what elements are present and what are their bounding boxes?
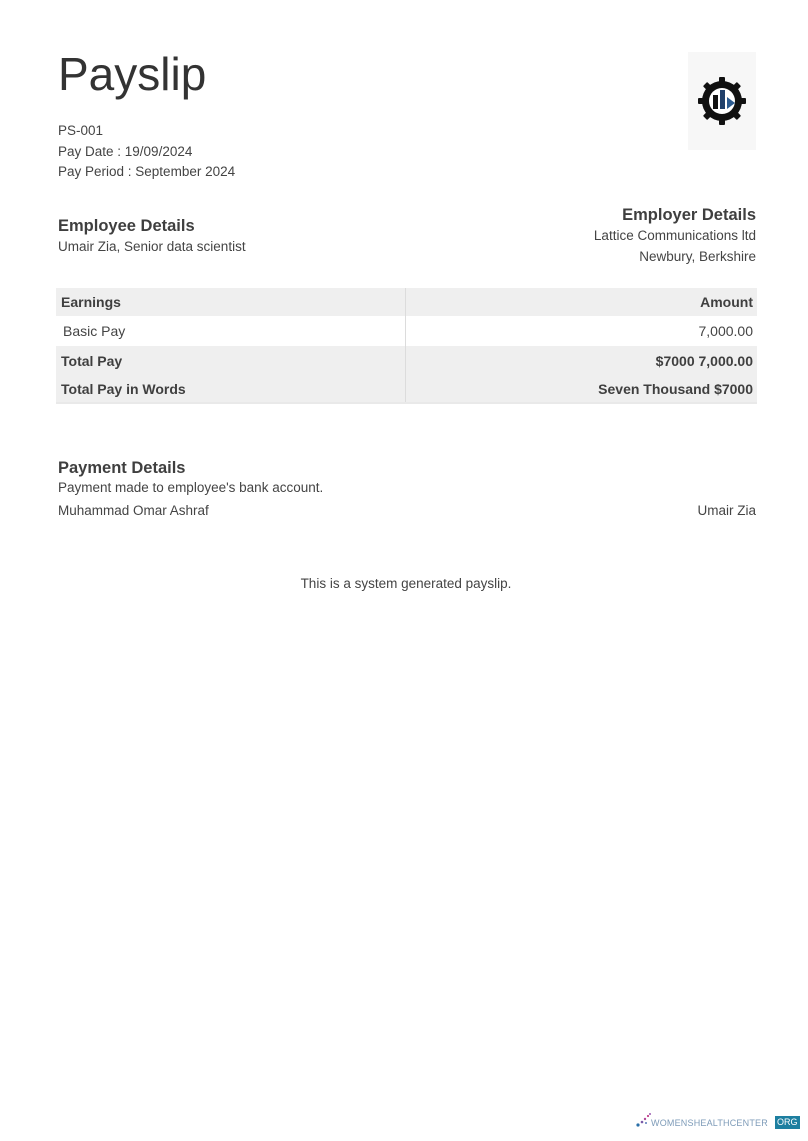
earning-label: Basic Pay bbox=[56, 316, 406, 346]
watermark bbox=[636, 1112, 800, 1132]
employee-name-role: Umair Zia, Senior data scientist bbox=[58, 239, 246, 254]
total-pay-label: Total Pay bbox=[56, 346, 406, 375]
earning-amount: 7,000.00 bbox=[698, 323, 753, 339]
watermark-tld: ORG bbox=[777, 1117, 798, 1127]
system-generated-note: This is a system generated payslip. bbox=[300, 576, 512, 591]
employer-details-heading: Employer Details bbox=[622, 206, 756, 224]
total-pay-amount: $7000 7,000.00 bbox=[655, 352, 753, 369]
payslip-title: Payslip bbox=[58, 48, 207, 100]
total-pay-row bbox=[56, 346, 757, 375]
payer-name: Muhammad Omar Ashraf bbox=[58, 503, 209, 518]
gear-chart-icon bbox=[696, 75, 748, 127]
employee-details-heading: Employee Details bbox=[58, 217, 195, 235]
company-logo bbox=[688, 52, 756, 150]
total-pay-words-label: Total Pay in Words bbox=[56, 375, 406, 402]
payslip-number: PS-001 bbox=[58, 123, 104, 138]
pay-date: Pay Date : 19/09/2024 bbox=[58, 144, 193, 159]
dots-logo-icon bbox=[636, 1112, 652, 1130]
payment-details-heading: Payment Details bbox=[58, 459, 186, 477]
payment-note: Payment made to employee's bank account. bbox=[58, 480, 324, 495]
payee-name: Umair Zia bbox=[697, 503, 756, 518]
table-row bbox=[56, 316, 757, 346]
earnings-table bbox=[56, 288, 757, 404]
amount-column-header: Amount bbox=[700, 294, 753, 310]
employer-company: Lattice Communications ltd bbox=[593, 228, 756, 243]
table-header-row bbox=[56, 288, 757, 316]
total-pay-words-amount: Seven Thousand $7000 bbox=[598, 380, 753, 397]
employer-location: Newbury, Berkshire bbox=[639, 249, 756, 264]
pay-period: Pay Period : September 2024 bbox=[58, 164, 236, 179]
total-pay-words-row bbox=[56, 375, 757, 402]
watermark-text: WOMENSHEALTHCENTER bbox=[651, 1118, 768, 1128]
earnings-column-header: Earnings bbox=[56, 288, 406, 316]
